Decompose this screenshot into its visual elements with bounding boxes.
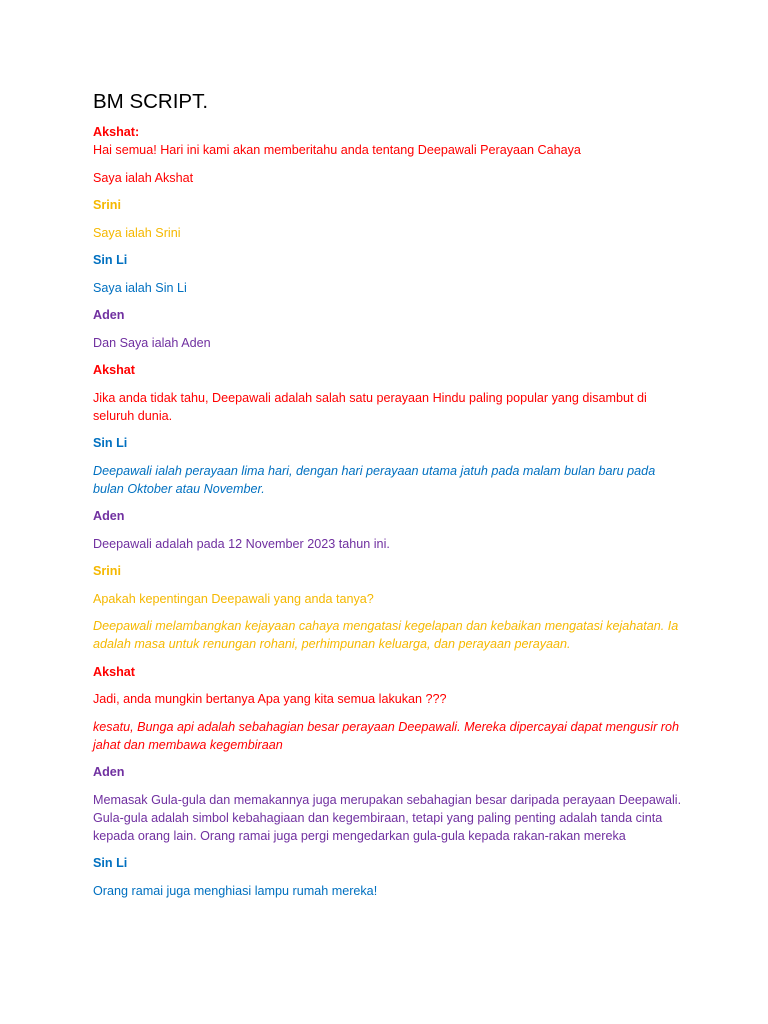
document-page — [93, 88, 683, 900]
dialogue-line: Deepawali ialah perayaan lima hari, dengan hari perayaan utama jatuh pada malam bulan baru pada bulan Oktober atau November. — [93, 463, 656, 496]
dialogue-line: Deepawali adalah pada 12 November 2023 tahun ini. — [93, 536, 390, 551]
speaker-akshat: Akshat — [93, 664, 135, 679]
speaker-sin-li: Sin Li — [93, 856, 128, 870]
dialogue-line: Orang ramai juga menghiasi lampu rumah mereka! — [93, 883, 378, 898]
document-title: BM SCRIPT. — [93, 90, 209, 113]
dialogue-line: Jika anda tidak tahu, Deepawali adalah salah satu perayaan Hindu paling popular yang disambut di seluruh dunia. — [93, 390, 647, 423]
speaker-akshat: Akshat: — [93, 125, 140, 139]
dialogue-line: kesatu, Bunga api adalah sebahagian besar perayaan Deepawali. Mereka dipercayai dapat mengusir roh jahat dan membawa kegembiraan — [93, 719, 679, 752]
dialogue-line: Saya ialah Srini — [93, 225, 181, 240]
speaker-srini: Srini — [93, 198, 121, 212]
speaker-akshat: Akshat — [93, 363, 135, 377]
speaker-sin-li: Sin Li — [93, 436, 128, 450]
dialogue-line: Dan Saya ialah Aden — [93, 335, 211, 350]
speaker-aden: Aden — [93, 308, 125, 322]
akshat-intro-block — [93, 123, 683, 159]
speaker-srini: Srini — [93, 564, 121, 578]
dialogue-line: Jadi, anda mungkin bertanya Apa yang kita semua lakukan ??? — [93, 692, 447, 706]
speaker-aden: Aden — [93, 765, 125, 779]
dialogue-line: Hai semua! Hari ini kami akan memberitahu anda tentang Deepawali Perayaan Cahaya — [93, 143, 581, 157]
dialogue-line: Deepawali melambangkan kejayaan cahaya mengatasi kegelapan dan kebaikan mengatasi kejahatan. Ia adalah masa untuk renungan rohani, perhimpunan keluarga, dan perayaan perayaan. — [93, 619, 679, 651]
speaker-aden: Aden — [93, 509, 125, 523]
dialogue-line: Saya ialah Sin Li — [93, 280, 187, 295]
speaker-sin-li: Sin Li — [93, 253, 128, 267]
dialogue-line: Memasak Gula-gula dan memakannya juga merupakan sebahagian besar daripada perayaan Deepawali. Gula-gula adalah simbol kebahagiaan dan kegembiraan, tetapi yang paling penting adalah tanda cinta kepada orang lain. Orang ramai juga pergi mengedarkan gula-gula kepada rakan-rakan mereka — [93, 792, 682, 843]
dialogue-line: Apakah kepentingan Deepawali yang anda tanya? — [93, 591, 374, 606]
dialogue-line: Saya ialah Akshat — [93, 170, 194, 185]
